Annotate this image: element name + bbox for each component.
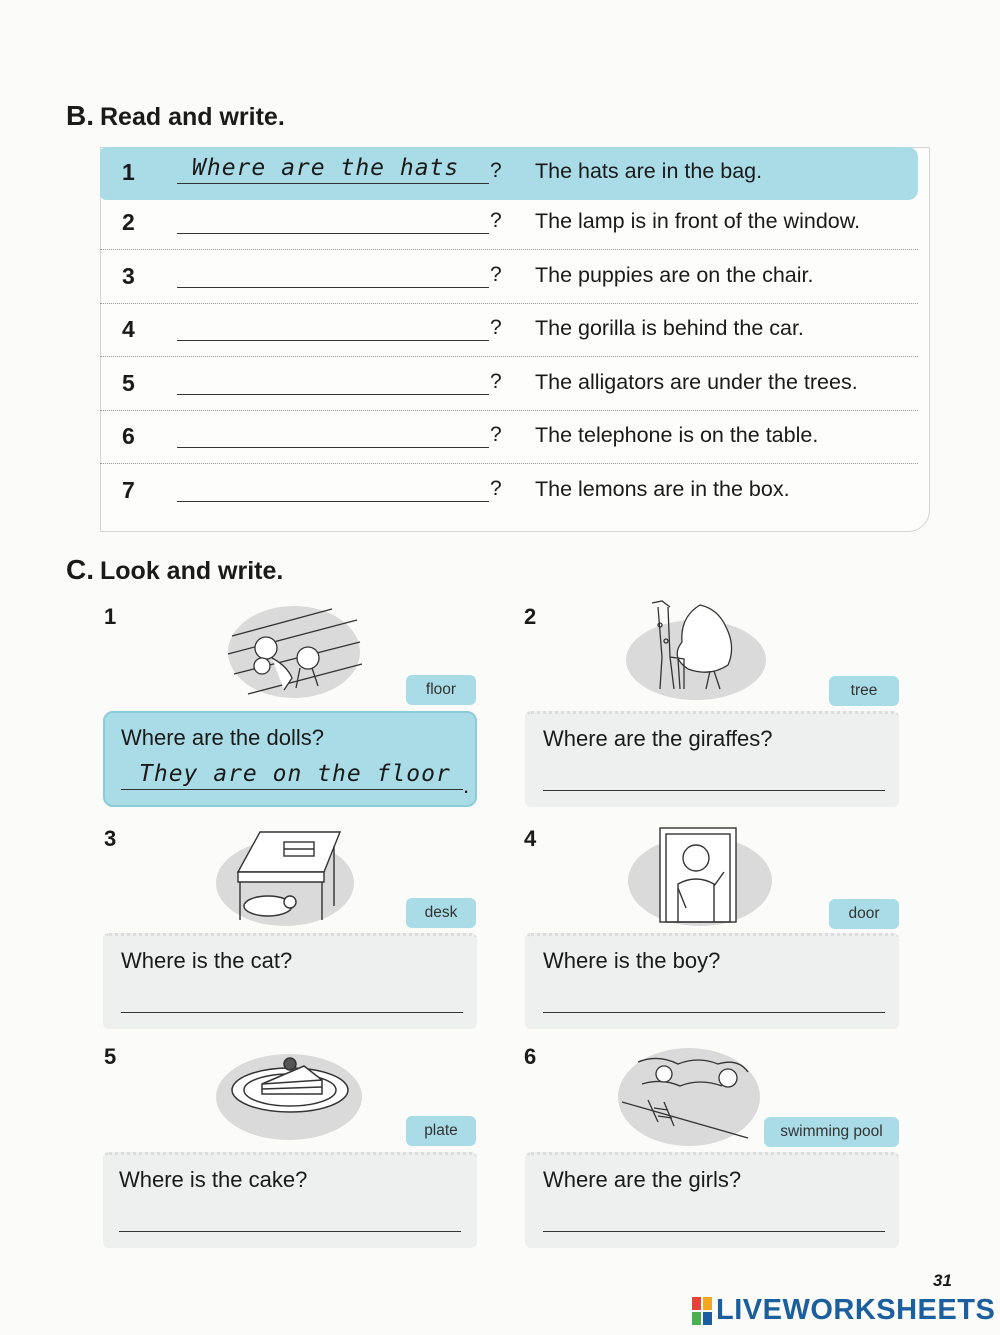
cake-on-plate-illustration bbox=[228, 1050, 352, 1116]
question-text: Where are the giraffes? bbox=[543, 726, 773, 751]
hint-label: door bbox=[829, 899, 899, 929]
exercise-row bbox=[100, 147, 918, 200]
answer-input[interactable] bbox=[543, 790, 885, 791]
exercise-row bbox=[100, 304, 918, 357]
answer-text: The alligators are under the trees. bbox=[535, 370, 858, 394]
item-number: 2 bbox=[524, 604, 537, 629]
cat-under-desk-illustration bbox=[226, 828, 346, 923]
question-mark: ? bbox=[490, 316, 502, 339]
answer-input[interactable] bbox=[543, 1231, 885, 1232]
boy-at-door-illustration bbox=[656, 824, 740, 924]
answer-input[interactable] bbox=[177, 233, 489, 234]
answer-box bbox=[525, 933, 899, 1029]
row-number: 3 bbox=[122, 263, 135, 289]
answer-input[interactable] bbox=[177, 501, 489, 502]
item-number: 4 bbox=[524, 826, 537, 851]
answer-text: The telephone is on the table. bbox=[535, 423, 819, 447]
section-letter: C. bbox=[66, 554, 94, 585]
question-mark: ? bbox=[490, 159, 502, 182]
item-number: 6 bbox=[524, 1044, 537, 1069]
question-text: Where are the dolls? bbox=[121, 725, 324, 750]
section-b-title bbox=[66, 100, 285, 132]
question-mark: ? bbox=[490, 423, 502, 446]
question-text: Where is the boy? bbox=[543, 948, 721, 973]
answer-text: The hats are in the bag. bbox=[535, 159, 763, 183]
answer-text: The gorilla is behind the car. bbox=[535, 316, 804, 340]
hint-label: tree bbox=[829, 676, 899, 706]
answer-box bbox=[103, 1152, 477, 1248]
exercise-row bbox=[100, 358, 918, 411]
row-number: 4 bbox=[122, 316, 135, 342]
answer-input[interactable] bbox=[177, 447, 489, 448]
giraffes-and-tree-illustration bbox=[640, 597, 740, 693]
dolls-on-floor-illustration bbox=[222, 606, 367, 701]
row-number: 7 bbox=[122, 477, 135, 503]
brand-logo-icon bbox=[692, 1297, 712, 1325]
section-heading: Read and write. bbox=[100, 103, 285, 131]
hint-label: swimming pool bbox=[764, 1117, 899, 1147]
section-heading: Look and write. bbox=[100, 557, 284, 585]
row-number: 2 bbox=[122, 209, 135, 235]
answer-line bbox=[177, 183, 489, 184]
exercise-row bbox=[100, 411, 918, 464]
answer-line bbox=[121, 789, 463, 790]
answer-input[interactable] bbox=[177, 287, 489, 288]
answer-box bbox=[103, 933, 477, 1029]
brand-watermark bbox=[692, 1294, 995, 1327]
answer-box bbox=[525, 711, 899, 807]
item-number: 3 bbox=[104, 826, 117, 851]
exercise-row bbox=[100, 197, 918, 250]
answer-input[interactable] bbox=[119, 1231, 461, 1232]
hint-label: plate bbox=[406, 1116, 476, 1146]
exercise-row bbox=[100, 465, 918, 518]
answer-input[interactable] bbox=[543, 1012, 885, 1013]
item-number: 5 bbox=[104, 1044, 117, 1069]
answer-box bbox=[525, 1152, 899, 1248]
answer-box bbox=[103, 711, 477, 807]
answer-text: The lemons are in the box. bbox=[535, 477, 790, 501]
answer-input[interactable] bbox=[177, 394, 489, 395]
question-mark: ? bbox=[490, 263, 502, 286]
row-number: 1 bbox=[122, 159, 135, 185]
answer-input[interactable]: Where are the hats bbox=[192, 155, 460, 181]
answer-text: The lamp is in front of the window. bbox=[535, 209, 861, 233]
answer-input[interactable]: They are on the floor bbox=[139, 761, 451, 787]
question-text: Where is the cake? bbox=[119, 1167, 308, 1192]
brand-name: LIVEWORKSHEETS bbox=[716, 1294, 996, 1326]
question-mark: ? bbox=[490, 477, 502, 500]
exercise-row bbox=[100, 251, 918, 304]
page-number: 31 bbox=[933, 1271, 952, 1290]
girls-in-swimming-pool-illustration bbox=[618, 1050, 758, 1142]
period: . bbox=[463, 773, 470, 798]
answer-text: The puppies are on the chair. bbox=[535, 263, 814, 287]
question-text: Where is the cat? bbox=[121, 948, 293, 973]
answer-input[interactable] bbox=[121, 1012, 463, 1013]
hint-label: desk bbox=[406, 898, 476, 928]
hint-label: floor bbox=[406, 675, 476, 705]
question-mark: ? bbox=[490, 370, 502, 393]
question-text: Where are the girls? bbox=[543, 1167, 742, 1192]
row-number: 5 bbox=[122, 370, 135, 396]
answer-input[interactable] bbox=[177, 340, 489, 341]
section-c-title bbox=[66, 554, 283, 586]
section-letter: B. bbox=[66, 100, 94, 131]
item-number: 1 bbox=[104, 604, 117, 629]
question-mark: ? bbox=[490, 209, 502, 232]
row-number: 6 bbox=[122, 423, 135, 449]
